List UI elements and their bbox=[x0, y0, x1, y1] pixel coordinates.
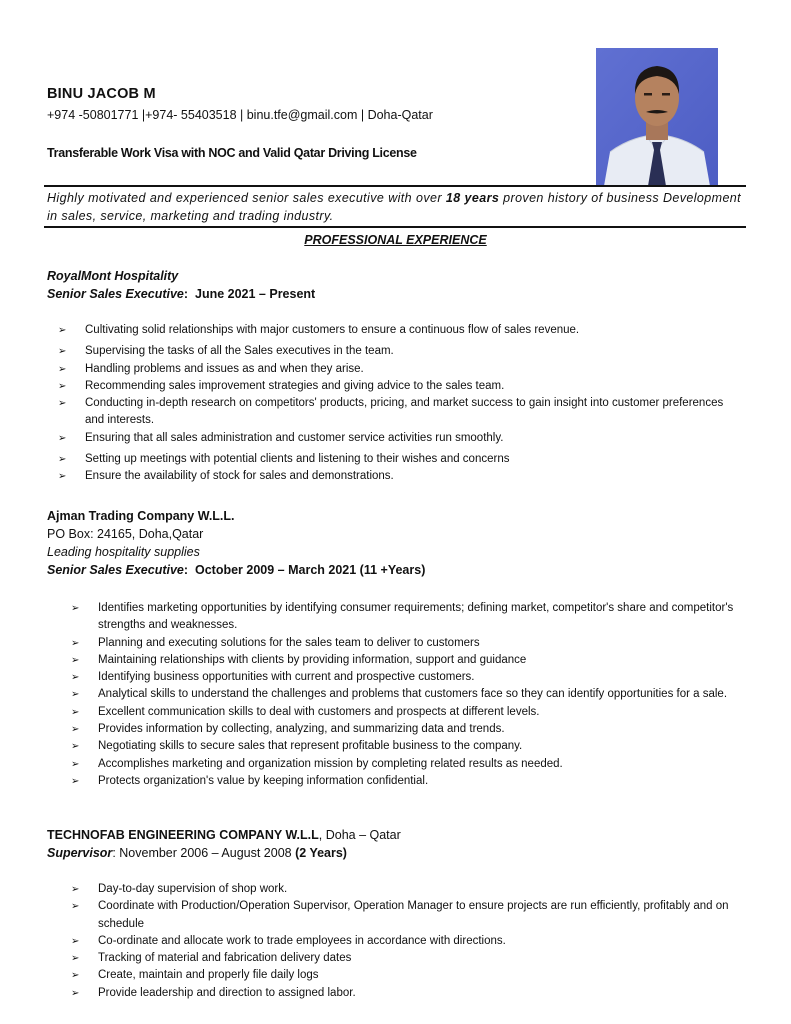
list-item: ➢ Identifying business opportunities with current and prospective customers. bbox=[60, 669, 745, 686]
job-title-line bbox=[47, 844, 747, 862]
company-name: RoyalMont Hospitality bbox=[47, 269, 179, 283]
job-title-line: Senior Sales Executive: June 2021 – Present bbox=[47, 287, 316, 301]
company-address: PO Box: 24165, Doha,Qatar bbox=[47, 527, 204, 541]
job-period: October 2009 – March 2021 (11 +Years) bbox=[195, 563, 426, 577]
job-technofab bbox=[47, 826, 747, 862]
list-item: ➢ Excellent communication skills to deal with customers and prospects at different levels. bbox=[60, 704, 745, 721]
portrait-image bbox=[596, 48, 718, 186]
section-title-experience: PROFESSIONAL EXPERIENCE bbox=[304, 233, 487, 247]
list-item: ➢ Negotiating skills to secure sales that represent profitable business to the company. bbox=[60, 738, 745, 755]
job-role: Senior Sales Executive bbox=[47, 287, 184, 301]
profile-photo bbox=[596, 48, 718, 186]
job-ajman-duties bbox=[60, 600, 745, 790]
professional-summary bbox=[47, 189, 741, 225]
job-royalmont bbox=[47, 267, 747, 303]
job-period: June 2021 – Present bbox=[195, 287, 316, 301]
list-item: ➢ Cultivating solid relationships with major customers to ensure a continuous flow of sales revenue. bbox=[47, 322, 737, 339]
list-item: ➢ Accomplishes marketing and organization mission by completing related results as needed. bbox=[60, 756, 745, 773]
list-item: ➢ Ensuring that all sales administration and customer service activities run smoothly. bbox=[47, 430, 737, 447]
job-duration: (2 Years) bbox=[295, 846, 347, 860]
job-technofab-duties bbox=[60, 881, 745, 1002]
job-title-line: Senior Sales Executive: October 2009 – March 2021 (11 +Years) bbox=[47, 563, 426, 577]
job-ajman bbox=[47, 507, 747, 579]
company-name: Ajman Trading Company W.L.L. bbox=[47, 509, 235, 523]
list-item: ➢ Planning and executing solutions for the sales team to deliver to customers bbox=[60, 635, 745, 652]
list-item: ➢ Protects organization's value by keeping information confidential. bbox=[60, 773, 745, 790]
divider-bottom bbox=[44, 226, 746, 228]
list-item: ➢ Ensure the availability of stock for sales and demonstrations. bbox=[47, 468, 737, 485]
job-role: Senior Sales Executive bbox=[47, 563, 184, 577]
summary-text-1: Highly motivated and experienced senior sales executive with over bbox=[47, 191, 446, 205]
list-item: ➢ Recommending sales improvement strategies and giving advice to the sales team. bbox=[47, 378, 737, 395]
list-item: ➢ Analytical skills to understand the challenges and problems that customers face so they can identify opportunities for a sale. bbox=[60, 686, 745, 703]
list-item: ➢ Provides information by collecting, analyzing, and summarizing data and trends. bbox=[60, 721, 745, 738]
company-location: , Doha – Qatar bbox=[318, 828, 401, 842]
divider-top bbox=[44, 185, 746, 187]
list-item: ➢ Create, maintain and properly file daily logs bbox=[60, 967, 745, 984]
summary-text-2: proven history of business Development in sales, service, marketing and trading industry. bbox=[47, 191, 742, 223]
list-item: ➢ Provide leadership and direction to assigned labor. bbox=[60, 985, 745, 1002]
contact-line: +974 -50801771 |+974- 55403518 | binu.tfe@gmail.com | Doha-Qatar bbox=[47, 108, 433, 122]
list-item: ➢ Identifies marketing opportunities by identifying consumer requirements; defining market, competitor's share and competitor's strengths and weaknesses. bbox=[60, 600, 745, 635]
summary-years: 18 years bbox=[445, 191, 500, 205]
list-item: ➢ Co-ordinate and allocate work to trade employees in accordance with directions. bbox=[60, 933, 745, 950]
job-period: : November 2006 – August 2008 bbox=[112, 846, 296, 860]
list-item: ➢ Maintaining relationships with clients by providing information, support and guidance bbox=[60, 652, 745, 669]
company-line bbox=[47, 826, 747, 844]
list-item: ➢ Tracking of material and fabrication delivery dates bbox=[60, 950, 745, 967]
company-name: TECHNOFAB ENGINEERING COMPANY W.L.L bbox=[47, 828, 319, 842]
list-item: ➢ Setting up meetings with potential clients and listening to their wishes and concerns bbox=[47, 451, 737, 468]
job-royalmont-duties bbox=[47, 322, 737, 486]
list-item: ➢ Day-to-day supervision of shop work. bbox=[60, 881, 745, 898]
list-item: ➢ Supervising the tasks of all the Sales executives in the team. bbox=[47, 343, 737, 360]
visa-line: Transferable Work Visa with NOC and Valid Qatar Driving License bbox=[47, 146, 417, 160]
list-item: ➢ Coordinate with Production/Operation Supervisor, Operation Manager to ensure projects are run efficiently, profitably and on schedule bbox=[60, 898, 745, 933]
company-tagline: Leading hospitality supplies bbox=[47, 545, 200, 559]
job-role: Supervisor bbox=[47, 846, 113, 860]
candidate-name: BINU JACOB M bbox=[47, 86, 156, 102]
list-item: ➢ Conducting in-depth research on competitors' products, pricing, and market success to gain insight into customer preferences and interests. bbox=[47, 395, 737, 430]
list-item: ➢ Handling problems and issues as and when they arise. bbox=[47, 361, 737, 378]
